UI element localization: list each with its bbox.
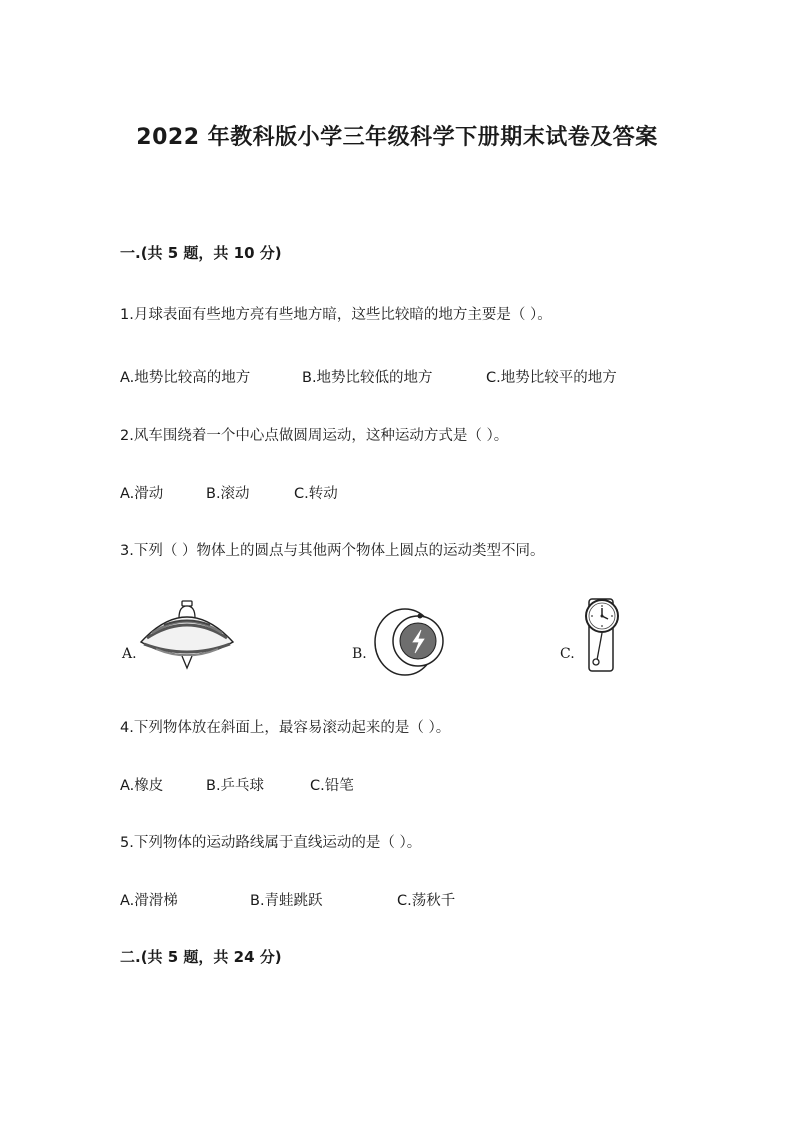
question-5-options (120, 889, 455, 910)
option-c: C. (560, 646, 575, 662)
question-5: 5.下列物体的运动路线属于直线运动的是（ ）。 (120, 835, 422, 851)
option-a: A. (122, 646, 137, 662)
option-c: C.转动 (294, 486, 338, 502)
question-1-options (120, 366, 617, 387)
option-b: B.青蛙跳跃 (250, 893, 323, 909)
question-3: 3.下列（ ）物体上的圆点与其他两个物体上圆点的运动类型不同。 (120, 543, 545, 559)
spinning-top-icon (138, 598, 238, 670)
option-a: A.滑动 (120, 486, 164, 502)
question-4: 4.下列物体放在斜面上，最容易滚动起来的是（ ）。 (120, 720, 451, 736)
option-c: C.荡秋千 (397, 893, 456, 909)
option-a: A.橡皮 (120, 778, 164, 794)
option-a: A.滑滑梯 (120, 893, 178, 909)
question-2: 2.风车围绕着一个中心点做圆周运动，这种运动方式是（ ）。 (120, 428, 509, 444)
option-b: B.地势比较低的地方 (302, 370, 433, 386)
pendulum-clock-icon (582, 597, 622, 673)
option-b: B.乒乓球 (206, 778, 265, 794)
section-heading-1: 一.(共 5 题，共 10 分) (120, 244, 282, 262)
section-heading-2: 二.(共 5 题，共 24 分) (120, 948, 282, 966)
question-2-options (120, 482, 338, 503)
option-c: C.铅笔 (310, 778, 354, 794)
option-b: B. (352, 646, 367, 662)
question-1: 1.月球表面有些地方亮有些地方暗，这些比较暗的地方主要是（ ）。 (120, 307, 552, 323)
page-title: 2022 年教科版小学三年级科学下册期末试卷及答案 (136, 125, 658, 150)
option-a: A.地势比较高的地方 (120, 370, 251, 386)
yoyo-icon (372, 605, 446, 677)
option-b: B.滚动 (206, 486, 250, 502)
option-c: C.地势比较平的地方 (486, 370, 617, 386)
question-4-options (120, 774, 354, 795)
